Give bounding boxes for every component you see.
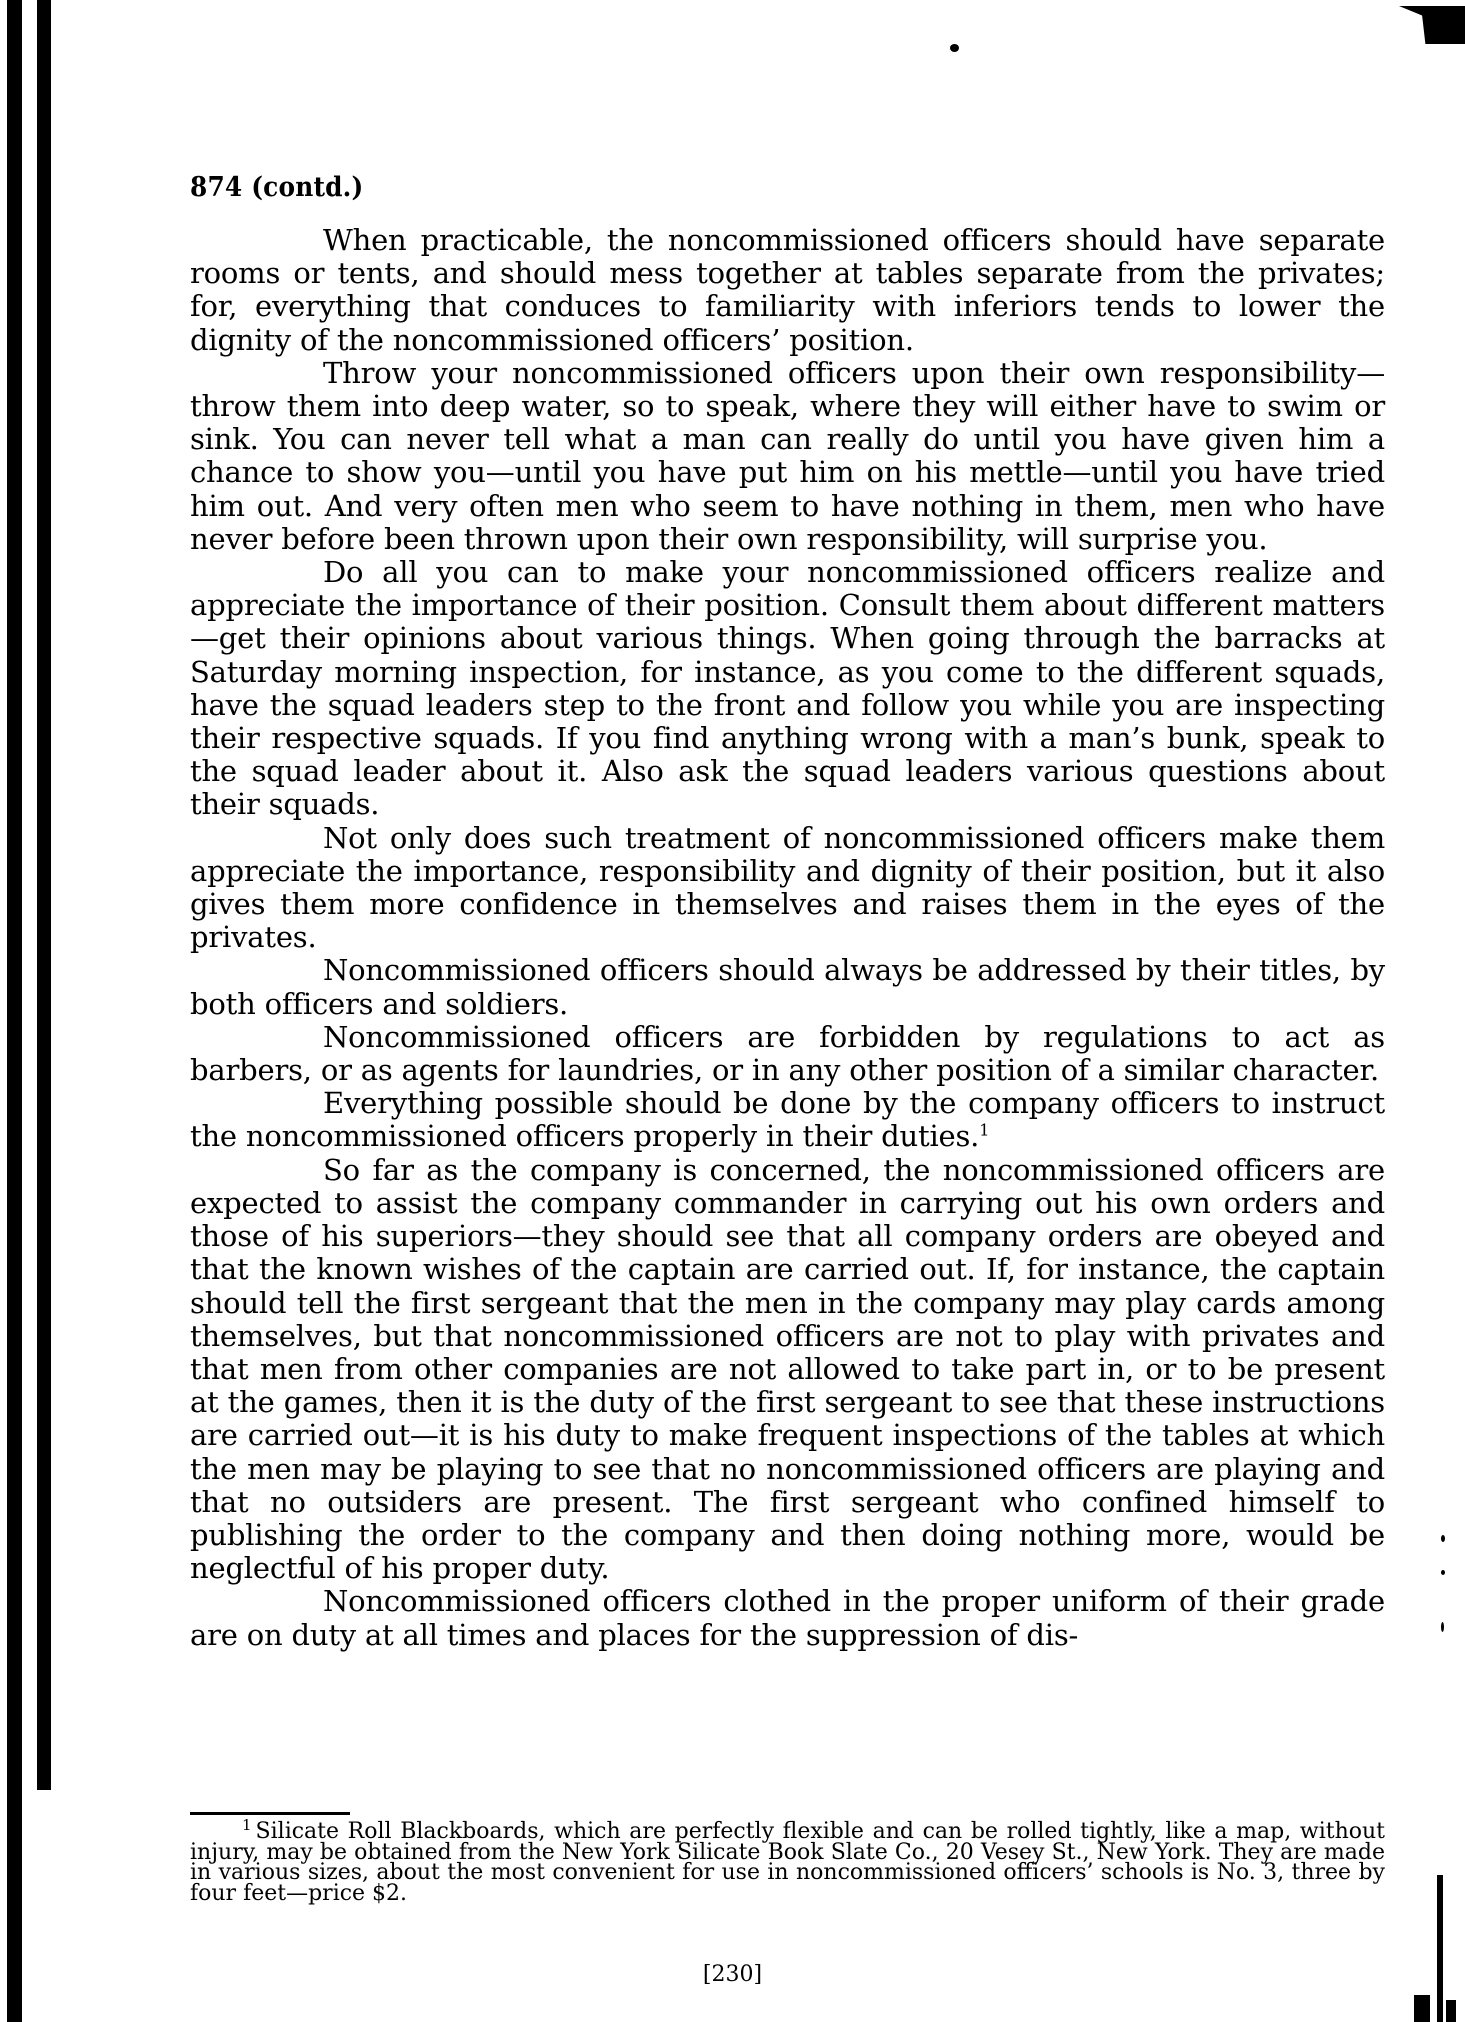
left-binding-bar-outer — [7, 0, 22, 2022]
right-edge-shadow — [1437, 1875, 1443, 2022]
left-binding-bar-inner — [37, 0, 51, 1790]
paragraph: Throw your noncommissioned officers upon their own responsibility—throw them into deep water, so to speak, where they will either have to swim or sink. You can never tell what a man can really do until you have given him a chance to show you—until you have put him on his mettle—until you have tried him out. And very often men who seem to have nothing in them, men who have never before been thrown upon their own responsibility, will surprise you. — [190, 355, 1385, 556]
footnote — [190, 1815, 1385, 1906]
top-right-corner-shadow — [1399, 6, 1465, 44]
footnote-mark: 1 — [242, 1815, 252, 1834]
body-text — [190, 224, 1385, 1652]
margin-speck — [1441, 1622, 1444, 1632]
footnote-separator — [190, 1812, 350, 1815]
paragraph: Do all you can to make your noncommissioned officers realize and appreciate the importance of their position. Consult them about different matters—get their opinions about various things. When going through the barracks at Saturday morning inspection, for instance, as you come to the different squads, have the squad leaders step to the front and follow you while you are inspecting their respective squads. If you find anything wrong with a man’s bunk, speak to the squad leader about it. Also ask the squad leaders various questions about their squads. — [190, 555, 1385, 822]
paragraph: So far as the company is concerned, the noncommissioned officers are expected to assist the company commander in carrying out his own orders and those of his superiors—they should see that all company orders are obeyed and that the known wishes of the captain are carried out. If, for instance, the captain should tell the first sergeant that the men in the company may play cards among themselves, but that noncommissioned officers are not to play with privates and that men from other companies are not allowed to take part in, or to be present at the games, then it is the duty of the first sergeant to see that these instructions are carried out—it is his duty to make frequent inspections of the tables at which the men may be playing to see that no noncommissioned officers are playing and that no outsiders are present. The first sergeant who confined himself to publishing the order to the company and then doing nothing more, would be neglectful of his proper duty. — [190, 1152, 1385, 1586]
footnote-text: Silicate Roll Blackboards, which are perfectly flexible and can be rolled tightly, like a map, without injury, may be obtained from the New York Silicate Book Slate Co., 20 Vesey St., New York. They are made in various sizes, about the most convenient for use in noncommissioned officers’ schools is No. 3, three by four feet—price $2. — [190, 1819, 1385, 1906]
paragraph: When practicable, the noncommissioned officers should have separate rooms or tents, and should mess together at tables separate from the privates; for, everything that conduces to familiarity with inferiors tends to lower the dignity of the noncommissioned officers’ position. — [190, 223, 1385, 357]
paragraph: Not only does such treatment of noncommissioned officers make them appreciate the importance, responsibility and dignity of their position, but it also gives them more confidence in themselves and raises them in the eyes of the privates. — [190, 820, 1385, 955]
paragraph: Noncommissioned officers should always be addressed by their titles, by both officers and soldiers. — [190, 953, 1385, 1021]
page-number: [230] — [702, 1962, 763, 1987]
right-edge-shadow-base — [1414, 1995, 1430, 2022]
right-edge-shadow-base — [1446, 2000, 1456, 2022]
top-speck — [950, 44, 959, 52]
paragraph-with-footnote — [190, 1087, 1385, 1153]
section-heading: 874 (contd.) — [190, 172, 364, 203]
margin-speck — [1441, 1570, 1445, 1575]
paragraph: Noncommissioned officers clothed in the proper uniform of their grade are on duty at all times and places for the suppression of dis- — [190, 1584, 1385, 1652]
margin-speck — [1441, 1535, 1445, 1542]
footnote-reference[interactable]: 1 — [979, 1120, 990, 1140]
paragraph: Noncommissioned officers are forbidden by regulations to act as barbers, or as agents for laundries, or in any other position of a similar character. — [190, 1019, 1385, 1088]
paragraph-text: Everything possible should be done by the company officers to instruct the noncommissioned officers properly in their duties. — [190, 1086, 1385, 1154]
